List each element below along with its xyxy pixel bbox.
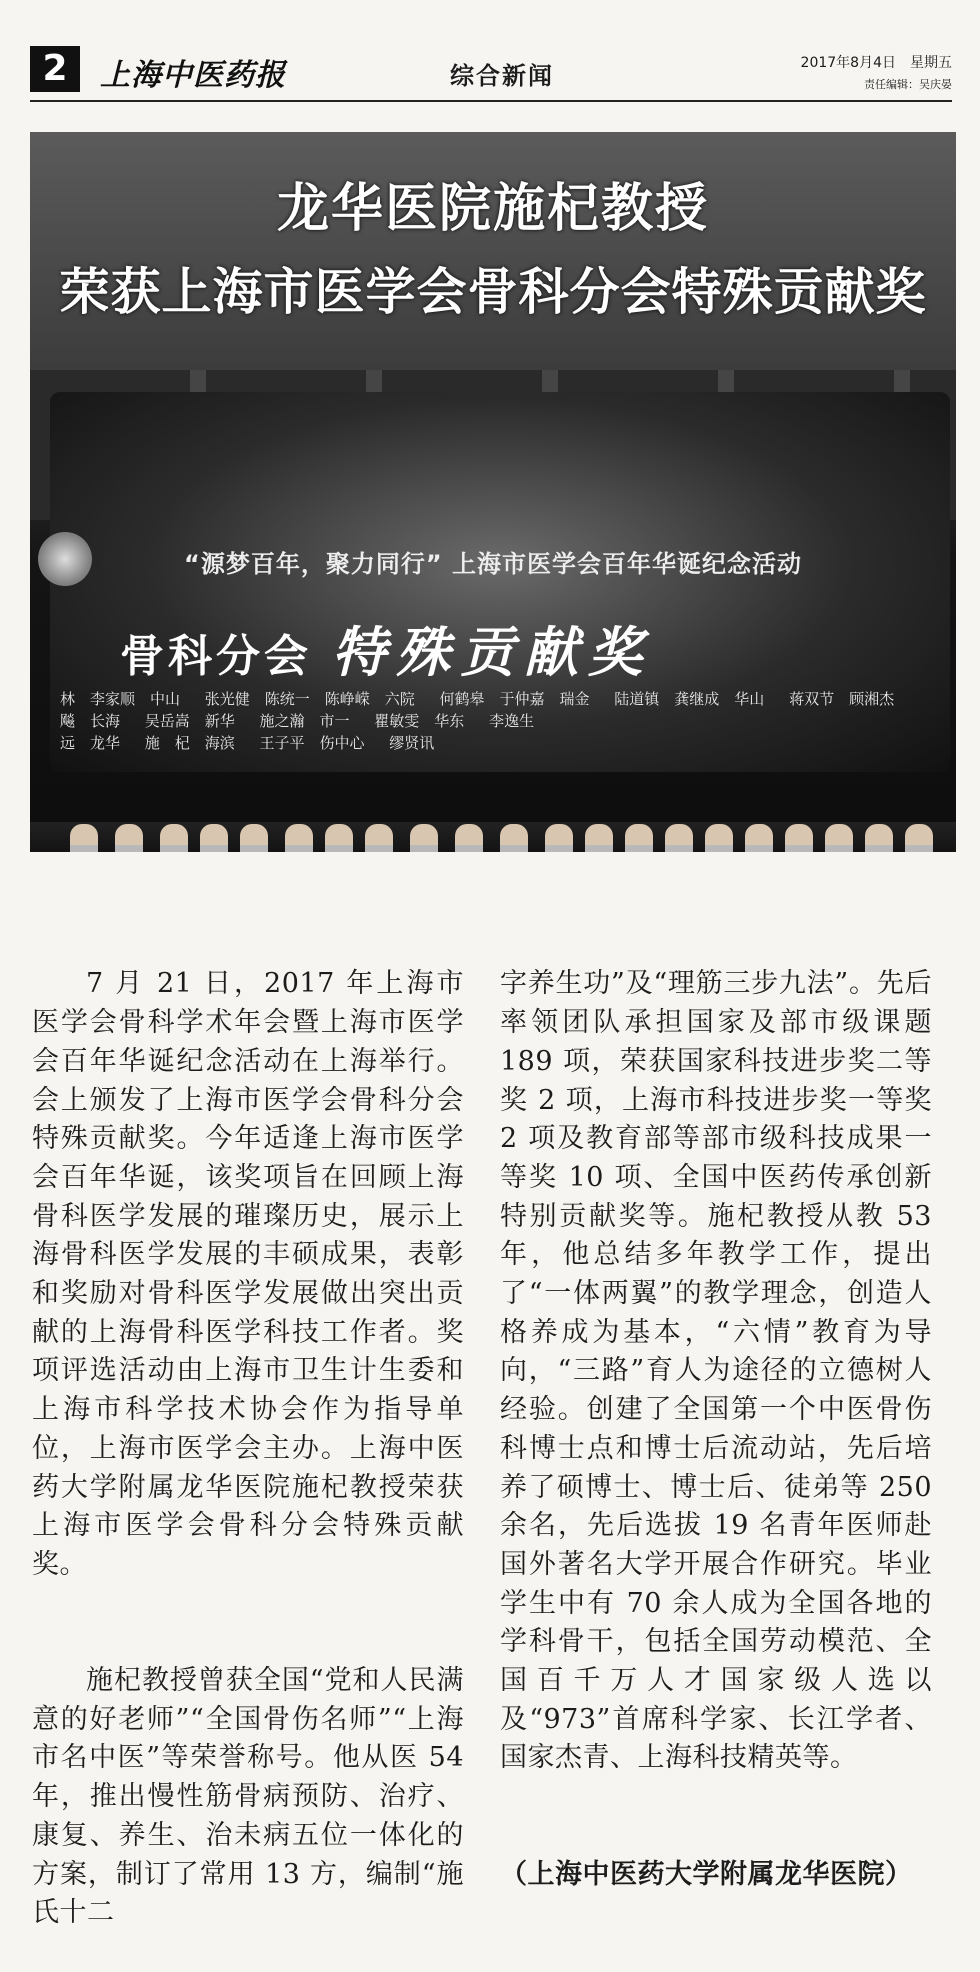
article-paragraph-2: 施杞教授曾获全国“党和人民满意的好老师”“全国骨伤名师”“上海市名中医”等荣誉称号。他从医 54 年，推出慢性筋骨病预防、治疗、康复、养生、治未病五位一体化的方案，制订了常用 13 方，编制“施氏十二 [32, 1665, 474, 1929]
person-figure [705, 824, 733, 852]
awardee-names-row-2: 飚 长海 吴岳嵩 新华 施之瀚 市一 瞿敏雯 华东 李逸生 [60, 712, 535, 730]
awardee-names [60, 688, 940, 768]
masthead: 上海中医药报 [100, 58, 286, 93]
backdrop-award-title [120, 610, 652, 687]
backdrop-award-title-b: 特殊贡献奖 [332, 621, 652, 684]
article-paragraph-2-continued: 字养生功”及“理筋三步九法”。先后率领团队承担国家及部市级课题 189 项，荣获国家科技进步奖二等奖 2 项，上海市科技进步奖一等奖 2 项及教育部等部市级科技成果一等奖 10 项、全国中医药传承创新特别贡献奖等。施杞教授从教 53 年，他总结多年教学工作，提出了“一体两翼”的教学理念，创造人格养成为基本，“六情”教育为导向，“三路”育人为途径的立德树人经验。创建了全国第一个中医骨伤科博士点和博士后流动站，先后培养了硕博士、博士后、徒弟等 250 余名，先后选拔 19 名青年医师赴国外著名大学开展合作研究。毕业学生中有 70 余人成为全国各地的学科骨干，包括全国劳动模范、全国百千万人才国家级人选以及“973”首席科学家、长江学者、国家杰青、上海科技精英等。 [500, 968, 942, 1774]
issue-date: 2017年8月4日 星期五 [800, 55, 952, 71]
person-figure [455, 824, 483, 852]
person-figure [200, 824, 228, 852]
person-figure [240, 824, 268, 852]
editor-credit: 责任编辑：吴庆晏 [864, 78, 952, 91]
person-figure [325, 824, 353, 852]
section-title: 综合新闻 [450, 62, 554, 90]
person-figure [365, 824, 393, 852]
person-figure [115, 824, 143, 852]
person-figure [785, 824, 813, 852]
article-column-left [32, 888, 474, 1972]
awardee-names-row-1: 林 李家顺 中山 张光健 陈统一 陈峥嵘 六院 何鹤皋 于仲嘉 瑞金 陆道镇 龚继成 华山 蒋双节 顾湘杰 [60, 690, 895, 708]
person-figure [625, 824, 653, 852]
headline-line-2: 荣获上海市医学会骨科分会特殊贡献奖 [59, 263, 927, 321]
article-paragraph-1: 7 月 21 日，2017 年上海市医学会骨科学术年会暨上海市医学会百年华诞纪念活动在上海举行。会上颁发了上海市医学会骨科分会特殊贡献奖。今年适逢上海市医学会百年华诞，该奖项旨在回顾上海骨科医学发展的璀璨历史，展示上海骨科医学发展的丰硕成果，表彰和奖励对骨科医学发展做出突出贡献的上海骨科医学科技工作者。奖项评选活动由上海市卫生计生委和上海市科学技术协会作为指导单位，上海市医学会主办。上海中医药大学附属龙华医院施杞教授荣获上海市医学会骨科分会特殊贡献奖。 [32, 968, 464, 1580]
person-figure [745, 824, 773, 852]
person-figure [410, 824, 438, 852]
headline-line-1: 龙华医院施杞教授 [276, 179, 709, 239]
person-figure [285, 824, 313, 852]
person-figure [905, 824, 933, 852]
article-source-credit: （上海中医药大学附属龙华医院） [500, 1858, 913, 1890]
awardees-group [60, 824, 956, 852]
backdrop-event-title: “源梦百年，聚力同行” 上海市医学会百年华诞纪念活动 [184, 550, 802, 578]
page-header [30, 44, 952, 102]
person-figure [500, 824, 528, 852]
awardee-names-row-3: 远 龙华 施 杞 海滨 王子平 伤中心 缪贤讯 [60, 734, 435, 752]
person-figure [865, 824, 893, 852]
page-number: 2 [30, 46, 80, 92]
person-figure [160, 824, 188, 852]
article-column-right [500, 888, 942, 1933]
person-figure [545, 824, 573, 852]
person-figure [585, 824, 613, 852]
backdrop-award-title-a: 骨科分会 [120, 631, 312, 682]
person-figure [665, 824, 693, 852]
news-photo [30, 132, 956, 852]
person-figure [70, 824, 98, 852]
person-figure [825, 824, 853, 852]
